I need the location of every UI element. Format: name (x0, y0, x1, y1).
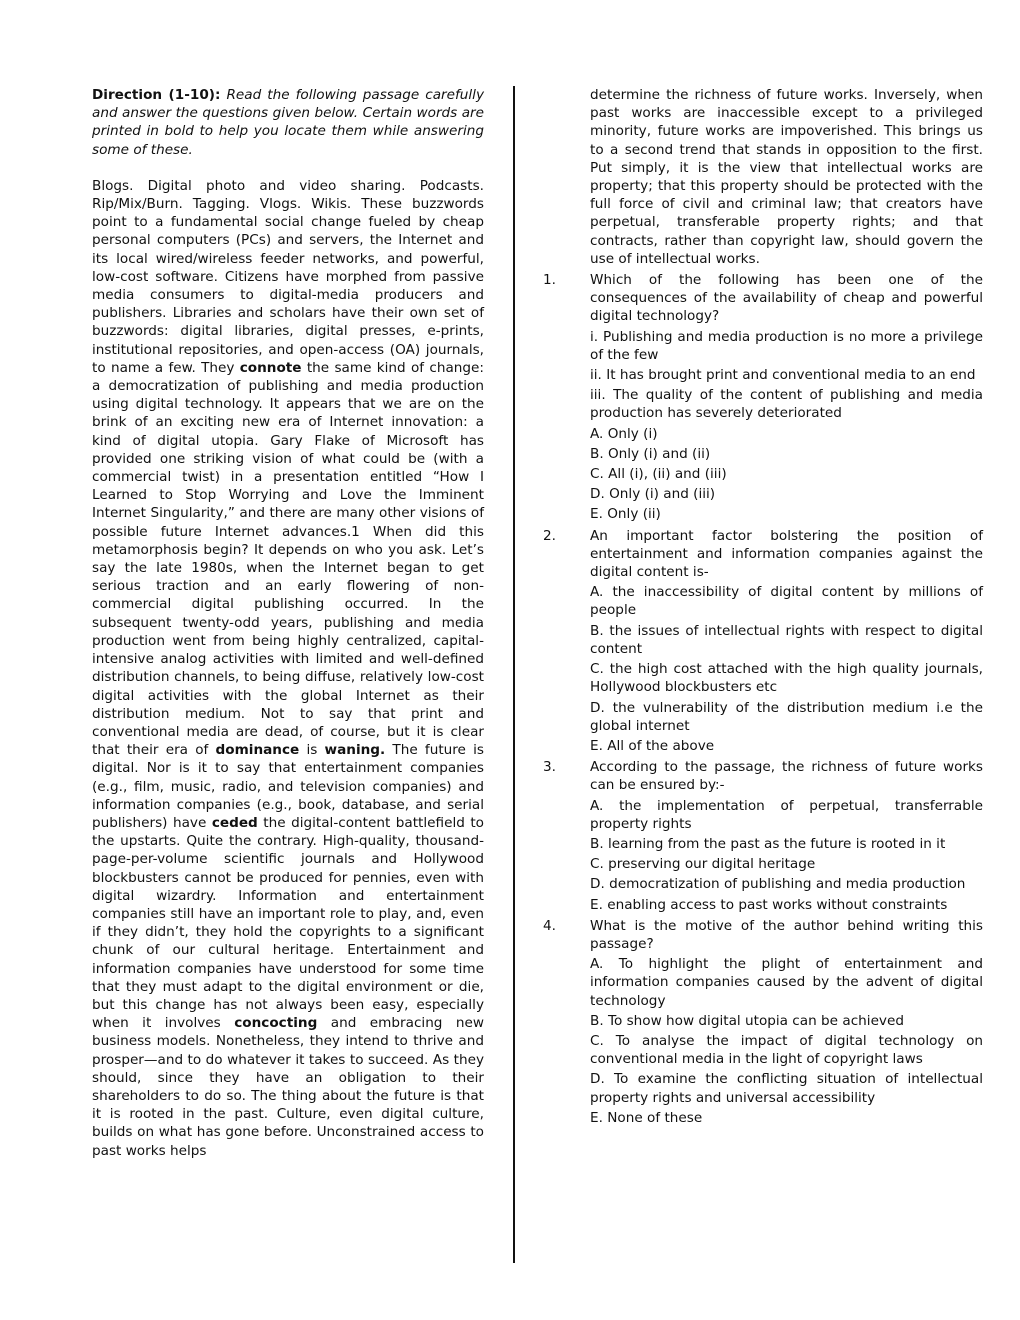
answer-option: C. preserving our digital heritage (590, 856, 816, 873)
question-text: According to the passage, the richness of future works can be ensured by:- (590, 759, 983, 794)
passage (92, 177, 484, 1160)
bold-keyword: dominance (215, 742, 300, 759)
left-column (92, 86, 484, 1160)
passage-continued: determine the richness of future works. Inversely, when past works are inaccessible except to a privileged minority, future works are impoverished. This brings us to a second trend that stands in opposition to the first. Put simply, it is the view that intellectual works are property; that this property should be protected with the full force of civil and criminal law; that creators have perpetual, transferable property rights; and that contracts, rather than copyright law, should govern the use of intellectual works. (590, 87, 983, 267)
answer-option: D. Only (i) and (iii) (590, 486, 716, 503)
answer-option: C. To analyse the impact of digital technology on conventional media in the light of copyright laws (590, 1032, 983, 1068)
bold-keyword: waning. (324, 742, 386, 759)
direction-label: Direction (1-10): (92, 87, 221, 103)
answer-option: C. the high cost attached with the high quality journals, Hollywood blockbusters etc (590, 661, 983, 696)
answer-option: B. the issues of intellectual rights with respect to digital content (590, 622, 983, 657)
bold-keyword: ceded (211, 814, 258, 831)
questions (543, 271, 983, 1127)
answer-option: D. To examine the conflicting situation of intellectual property rights and universal accessibility (590, 1071, 983, 1106)
question-number: 1. (543, 272, 556, 289)
passage-text: the same kind of change: a democratization of publishing and media production using digital technology. It appears that we are on the brink of an exciting new era of Internet innovation: a kind of digital utopia. Gary Flake of Microsoft has provided one striking vision of what could be (with a commercial twist) in a presentation entitled “How I Learned to Stop Worrying and Love the Imminent Internet Singularity,” and there are many other visions of possible future Internet advances.1 When did this metamorphosis begin? It depends on who you ask. Let’s say the late 1980s, when the Internet began to get serious traction and an early flowering of non-commercial digital publishing occurred. In the subsequent twenty-odd years, publishing and media production went from being highly centralized, capital-intensive analog activities with limited and well-defined distribution channels, to being diffuse, relatively low-cost digital activities with the global Internet as their distribution medium. Not to say that print and conventional media are dead, of course, but it is clear that their era of (92, 359, 484, 759)
answer-option: E. Only (ii) (590, 506, 661, 523)
right-column (543, 86, 983, 1127)
answer-option: A. Only (i) (590, 425, 658, 442)
answer-option: D. democratization of publishing and media production (590, 876, 966, 893)
answer-option: E. All of the above (590, 737, 715, 754)
question-4 (543, 917, 983, 1127)
question-text: What is the motive of the author behind writing this passage? (590, 917, 983, 952)
direction-text: Read the following passage carefully and answer the questions given below. Certain words are printed in bold to help you locate them while answering some of these. (92, 87, 485, 158)
passage-text: The future is digital. Nor is it to say that entertainment companies (e.g., film, music, radio, and television companies) and information companies (e.g., book, database, and serial publishers) have (92, 742, 484, 831)
passage-text: is (299, 742, 325, 759)
passage-text: and embracing new business models. Nonetheless, they intend to thrive and prosper—and to do whatever it takes to succeed. As they should, since they have an obligation to their shareholders to do so. The thing about the future is that it is rooted in the past. Culture, even digital culture, builds on what has gone before. Unconstrained access to past works helps (92, 1015, 484, 1159)
answer-option: B. Only (i) and (ii) (590, 445, 711, 462)
question-number: 4. (543, 917, 556, 934)
answer-option: A. the inaccessibility of digital content by millions of people (590, 584, 983, 619)
answer-option: D. the vulnerability of the distribution medium i.e the global internet (590, 699, 983, 734)
passage-text: Blogs. Digital photo and video sharing. Podcasts. Rip/Mix/Burn. Tagging. Vlogs. Wikis. These buzzwords point to a fundamental social change fueled by cheap personal computers (PCs) and servers, the Internet and its local wired/wireless feeder networks, and powerful, low-cost software. Citizens have morphed from passive media consumers to digital-media producers and publishers. Libraries and scholars have their own set of buzzwords: digital libraries, digital presses, e-prints, institutional repositories, and open-access (OA) journals, to name a few. They (92, 177, 484, 376)
question-number: 2. (543, 527, 556, 544)
question-2 (543, 527, 983, 755)
question-3 (543, 758, 983, 914)
answer-option: A. the implementation of perpetual, transferrable property rights (590, 797, 983, 832)
question-number: 3. (543, 759, 556, 776)
answer-option: E. enabling access to past works without constraints (590, 896, 948, 913)
answer-option: C. All (i), (ii) and (iii) (590, 466, 727, 483)
passage-text: the digital-content battlefield to the upstarts. Quite the contrary. High-quality, thousand-page-per-volume scientific journals and Hollywood blockbusters cannot be produced for pennies, even with digital wizardry. Information and entertainment companies still have an important role to play, and, even if they didn’t, they hold the copyrights to a significant chunk of our cultural heritage. Entertainment and information companies have understood for some time that they must adapt to the digital environment or die, but this change has not always been easy, especially when it involves (92, 814, 484, 1032)
answer-option: i. Publishing and media production is no more a privilege of the few (590, 328, 983, 363)
column-divider (513, 86, 515, 1263)
answer-option: iii. The quality of the content of publishing and media production has severely deteriorated (590, 387, 983, 422)
answer-option: ii. It has brought print and conventional media to an end (590, 367, 976, 384)
answer-option: B. learning from the past as the future is rooted in it (590, 835, 946, 852)
question-text: Which of the following has been one of the consequences of the availability of cheap and powerful digital technology? (590, 272, 983, 325)
answer-option: A. To highlight the plight of entertainment and information companies caused by the advent of digital technology (590, 956, 983, 1009)
bold-keyword: concocting (234, 1015, 318, 1032)
question-text: An important factor bolstering the position of entertainment and information companies against the digital content is- (590, 527, 983, 581)
answer-option: E. None of these (590, 1109, 703, 1126)
bold-keyword: connote (239, 359, 302, 376)
answer-option: B. To show how digital utopia can be achieved (590, 1012, 904, 1029)
directions (92, 86, 484, 159)
question-1 (543, 271, 983, 524)
